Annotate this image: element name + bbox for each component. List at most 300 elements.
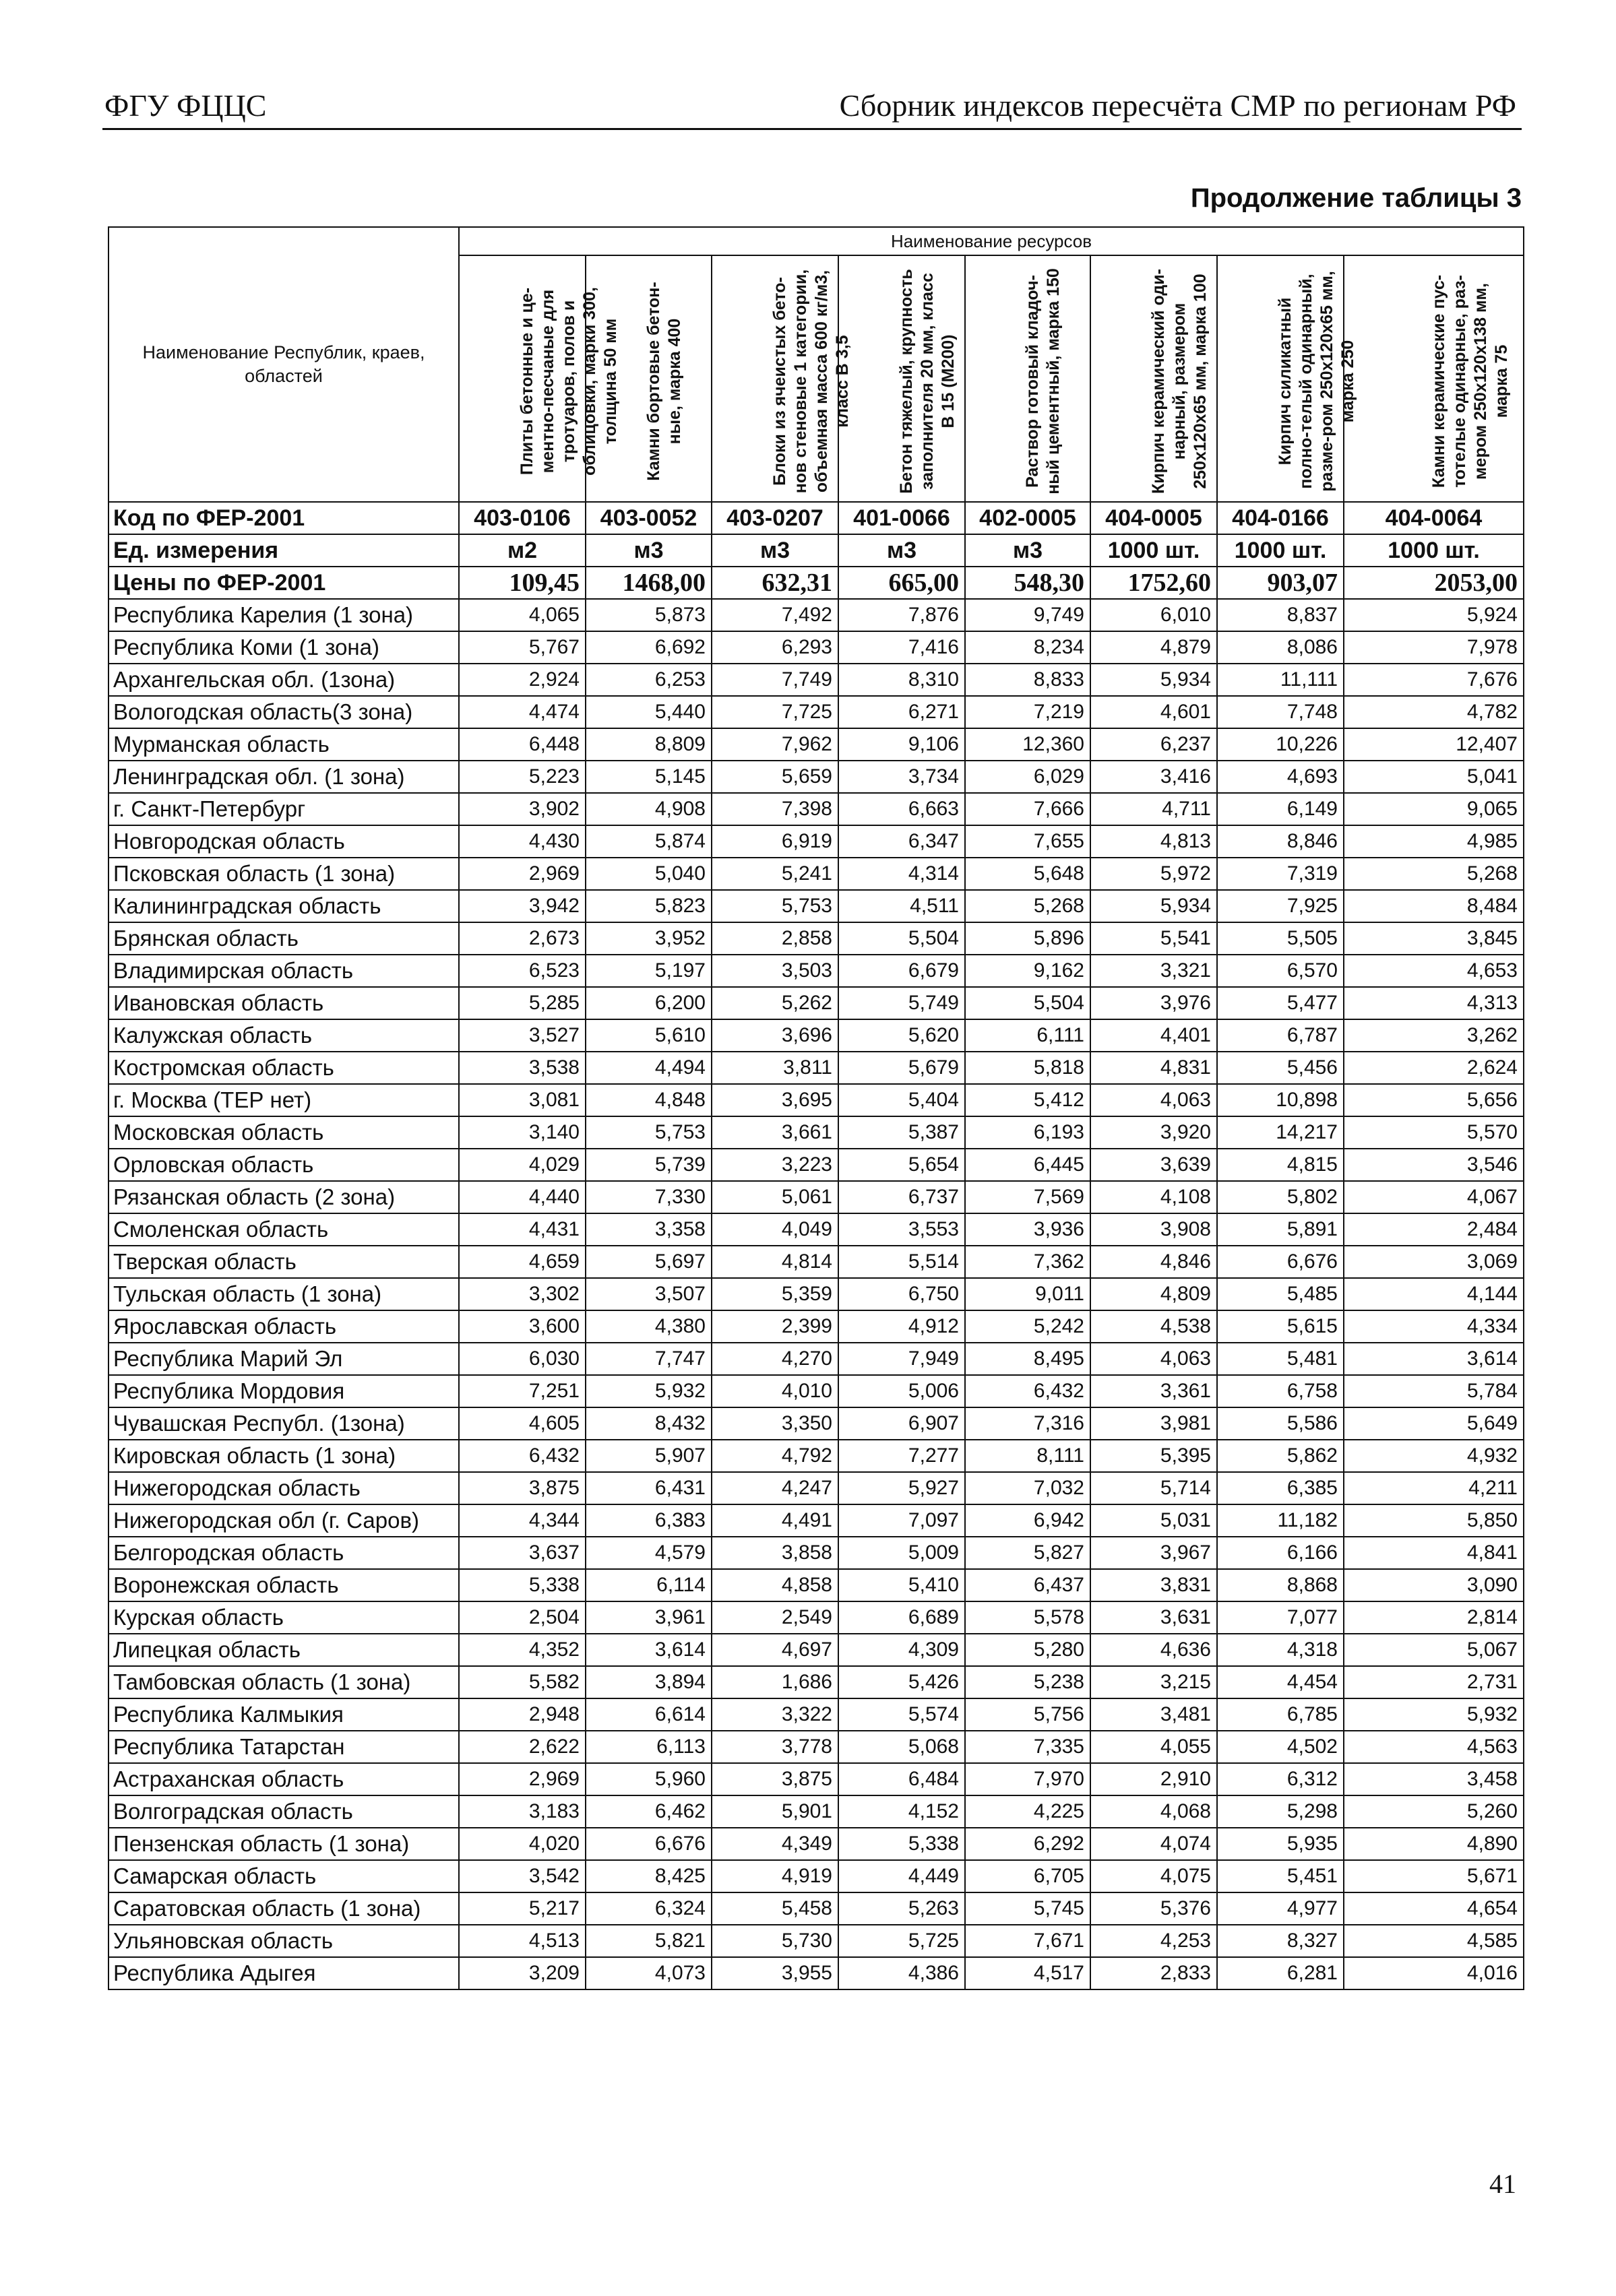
index-value: 4,270	[712, 1343, 838, 1375]
table-row	[108, 1666, 1524, 1698]
index-value: 11,182	[1217, 1504, 1344, 1537]
index-value: 2,814	[1344, 1601, 1524, 1634]
index-value: 7,569	[965, 1181, 1090, 1213]
index-value: 6,432	[459, 1440, 586, 1472]
index-value: 5,280	[965, 1634, 1090, 1666]
table-row	[108, 1181, 1524, 1213]
region-name: Чувашская Республ. (1зона)	[108, 1407, 459, 1440]
index-value: 4,016	[1344, 1957, 1524, 1989]
resource-column-label: Камни бортовые бетон-ные, марка 400	[644, 282, 684, 481]
index-value: 4,074	[1090, 1828, 1217, 1860]
index-value: 3,416	[1090, 761, 1217, 793]
index-value: 3,542	[459, 1860, 586, 1892]
resource-code: 403-0052	[586, 502, 712, 534]
index-value: 5,223	[459, 761, 586, 793]
index-value: 4,344	[459, 1504, 586, 1537]
price-label: Цены по ФЕР-2001	[108, 567, 459, 599]
index-value: 4,152	[838, 1795, 965, 1828]
index-value: 7,077	[1217, 1601, 1344, 1634]
resource-price: 548,30	[965, 567, 1090, 599]
resource-column-label: Бетон тяжелый, крупность заполнителя 20 мм, класс В 15 (М200)	[897, 269, 958, 494]
index-value: 8,111	[965, 1440, 1090, 1472]
index-value: 5,671	[1344, 1860, 1524, 1892]
index-value: 5,907	[586, 1440, 712, 1472]
index-value: 7,676	[1344, 664, 1524, 696]
index-value: 4,517	[965, 1957, 1090, 1989]
region-name: Самарская область	[108, 1860, 459, 1892]
index-value: 5,456	[1217, 1052, 1344, 1084]
index-value: 5,412	[965, 1084, 1090, 1116]
resource-unit: м3	[586, 534, 712, 567]
index-value: 4,474	[459, 696, 586, 728]
index-value: 3,811	[712, 1052, 838, 1084]
index-value: 10,226	[1217, 728, 1344, 761]
index-value: 4,809	[1090, 1278, 1217, 1310]
resource-column-label: Раствор готовый кладоч-ный цементный, марка 150	[1023, 268, 1063, 495]
table-row	[108, 1213, 1524, 1246]
index-value: 9,162	[965, 955, 1090, 987]
index-value: 12,407	[1344, 728, 1524, 761]
index-value: 4,494	[586, 1052, 712, 1084]
index-value: 3,955	[712, 1957, 838, 1989]
index-value: 4,352	[459, 1634, 586, 1666]
index-value: 5,404	[838, 1084, 965, 1116]
table-row	[108, 599, 1524, 631]
index-value: 5,891	[1217, 1213, 1344, 1246]
index-value: 4,502	[1217, 1731, 1344, 1763]
index-value: 6,253	[586, 664, 712, 696]
index-value: 4,349	[712, 1828, 838, 1860]
index-value: 6,281	[1217, 1957, 1344, 1989]
region-column-header: Наименование Республик, краев, областей	[108, 227, 459, 502]
index-value: 5,874	[586, 825, 712, 858]
index-value: 4,711	[1090, 793, 1217, 825]
index-value: 5,862	[1217, 1440, 1344, 1472]
region-name: Смоленская область	[108, 1213, 459, 1246]
index-value: 3,481	[1090, 1698, 1217, 1731]
index-value: 4,601	[1090, 696, 1217, 728]
index-value: 5,426	[838, 1666, 965, 1698]
index-value: 3,209	[459, 1957, 586, 1989]
index-value: 5,823	[586, 890, 712, 922]
index-value: 7,925	[1217, 890, 1344, 922]
index-value: 7,671	[965, 1925, 1090, 1957]
index-value: 4,858	[712, 1569, 838, 1601]
index-value: 4,068	[1090, 1795, 1217, 1828]
index-value: 2,924	[459, 664, 586, 696]
index-value: 3,875	[712, 1763, 838, 1795]
index-value: 8,809	[586, 728, 712, 761]
resource-unit: 1000 шт.	[1344, 534, 1524, 567]
region-name: Калининградская область	[108, 890, 459, 922]
region-name: Тамбовская область (1 зона)	[108, 1666, 459, 1698]
table-row	[108, 793, 1524, 825]
region-name: Рязанская область (2 зона)	[108, 1181, 459, 1213]
index-value: 2,948	[459, 1698, 586, 1731]
index-value: 3,069	[1344, 1246, 1524, 1278]
index-value: 4,919	[712, 1860, 838, 1892]
resource-unit: м3	[838, 534, 965, 567]
index-value: 5,697	[586, 1246, 712, 1278]
index-value: 5,615	[1217, 1310, 1344, 1343]
region-name: Тверская область	[108, 1246, 459, 1278]
index-value: 8,310	[838, 664, 965, 696]
index-value: 7,655	[965, 825, 1090, 858]
index-value: 4,659	[459, 1246, 586, 1278]
index-value: 5,359	[712, 1278, 838, 1310]
index-value: 4,814	[712, 1246, 838, 1278]
index-value: 4,029	[459, 1149, 586, 1181]
index-value: 4,879	[1090, 631, 1217, 664]
index-value: 5,504	[965, 987, 1090, 1019]
index-value: 6,437	[965, 1569, 1090, 1601]
index-value: 5,009	[838, 1537, 965, 1569]
index-value: 5,031	[1090, 1504, 1217, 1537]
index-value: 4,585	[1344, 1925, 1524, 1957]
index-value: 3,538	[459, 1052, 586, 1084]
resource-column-header	[586, 255, 712, 502]
index-value: 5,896	[965, 922, 1090, 955]
index-value: 4,579	[586, 1537, 712, 1569]
region-name: Ленинградская обл. (1 зона)	[108, 761, 459, 793]
index-value: 4,401	[1090, 1019, 1217, 1052]
resource-code: 403-0207	[712, 502, 838, 534]
index-value: 3,458	[1344, 1763, 1524, 1795]
index-value: 3,952	[586, 922, 712, 955]
index-value: 4,848	[586, 1084, 712, 1116]
index-value: 6,010	[1090, 599, 1217, 631]
index-table	[108, 226, 1524, 1990]
resource-column-label: Кирпич керамический оди-нарный, размером 250х120х65 мм, марка 100	[1149, 269, 1210, 494]
region-name: Орловская область	[108, 1149, 459, 1181]
index-value: 5,927	[838, 1472, 965, 1504]
region-name: Владимирская область	[108, 955, 459, 987]
table-row	[108, 1828, 1524, 1860]
index-value: 6,293	[712, 631, 838, 664]
index-value: 6,347	[838, 825, 965, 858]
resource-price: 632,31	[712, 567, 838, 599]
index-value: 4,253	[1090, 1925, 1217, 1957]
index-value: 6,750	[838, 1278, 965, 1310]
index-value: 4,225	[965, 1795, 1090, 1828]
index-value: 6,692	[586, 631, 712, 664]
index-value: 5,376	[1090, 1892, 1217, 1925]
index-value: 5,725	[838, 1925, 965, 1957]
index-value: 6,431	[586, 1472, 712, 1504]
index-value: 6,758	[1217, 1375, 1344, 1407]
index-value: 4,912	[838, 1310, 965, 1343]
resource-column-label: Кирпич силикатный полно-телый одинарный, разме-ром 250х120х65 мм, марка 250	[1276, 271, 1357, 492]
index-value: 5,714	[1090, 1472, 1217, 1504]
index-value: 7,319	[1217, 858, 1344, 890]
index-value: 5,818	[965, 1052, 1090, 1084]
table-row	[108, 1763, 1524, 1795]
index-value: 7,330	[586, 1181, 712, 1213]
index-value: 3,734	[838, 761, 965, 793]
region-name: Саратовская область (1 зона)	[108, 1892, 459, 1925]
index-value: 4,908	[586, 793, 712, 825]
index-value: 5,934	[1090, 664, 1217, 696]
index-value: 2,858	[712, 922, 838, 955]
index-value: 4,511	[838, 890, 965, 922]
index-value: 4,454	[1217, 1666, 1344, 1698]
table-row	[108, 1472, 1524, 1504]
resource-unit: м3	[712, 534, 838, 567]
index-value: 3,908	[1090, 1213, 1217, 1246]
index-value: 7,032	[965, 1472, 1090, 1504]
index-value: 5,648	[965, 858, 1090, 890]
region-name: Республика Марий Эл	[108, 1343, 459, 1375]
index-value: 5,268	[965, 890, 1090, 922]
index-value: 4,318	[1217, 1634, 1344, 1666]
index-value: 3,503	[712, 955, 838, 987]
index-value: 5,827	[965, 1537, 1090, 1569]
index-value: 4,538	[1090, 1310, 1217, 1343]
index-value: 5,730	[712, 1925, 838, 1957]
index-value: 3,639	[1090, 1149, 1217, 1181]
index-value: 7,251	[459, 1375, 586, 1407]
index-value: 7,362	[965, 1246, 1090, 1278]
index-value: 5,932	[1344, 1698, 1524, 1731]
index-value: 3,321	[1090, 955, 1217, 987]
index-value: 5,006	[838, 1375, 965, 1407]
index-value: 6,448	[459, 728, 586, 761]
region-name: г. Москва (ТЕР нет)	[108, 1084, 459, 1116]
table-row	[108, 1537, 1524, 1569]
index-value: 5,514	[838, 1246, 965, 1278]
index-value: 4,890	[1344, 1828, 1524, 1860]
index-value: 5,654	[838, 1149, 965, 1181]
index-value: 8,868	[1217, 1569, 1344, 1601]
index-value: 5,477	[1217, 987, 1344, 1019]
index-value: 1,686	[712, 1666, 838, 1698]
index-value: 5,217	[459, 1892, 586, 1925]
resource-column-header	[1090, 255, 1217, 502]
table-row	[108, 1925, 1524, 1957]
region-name: Вологодская область(3 зона)	[108, 696, 459, 728]
index-value: 4,430	[459, 825, 586, 858]
resource-column-header	[1217, 255, 1357, 502]
index-value: 3,553	[838, 1213, 965, 1246]
index-value: 3,183	[459, 1795, 586, 1828]
index-value: 4,985	[1344, 825, 1524, 858]
table-row	[108, 696, 1524, 728]
index-value: 3,875	[459, 1472, 586, 1504]
index-value: 5,285	[459, 987, 586, 1019]
index-value: 6,312	[1217, 1763, 1344, 1795]
index-value: 5,410	[838, 1569, 965, 1601]
table-row	[108, 1116, 1524, 1149]
index-value: 8,495	[965, 1343, 1090, 1375]
resource-price: 1468,00	[586, 567, 712, 599]
index-value: 3,631	[1090, 1601, 1217, 1634]
index-value: 5,873	[586, 599, 712, 631]
index-value: 14,217	[1217, 1116, 1344, 1149]
table-row	[108, 1601, 1524, 1634]
index-value: 8,833	[965, 664, 1090, 696]
table-row	[108, 1084, 1524, 1116]
index-value: 6,676	[586, 1828, 712, 1860]
index-value: 4,380	[586, 1310, 712, 1343]
resource-column-header	[1344, 255, 1524, 502]
index-value: 7,277	[838, 1440, 965, 1472]
index-value: 4,020	[459, 1828, 586, 1860]
index-value: 5,610	[586, 1019, 712, 1052]
table-row	[108, 1149, 1524, 1181]
index-value: 2,969	[459, 1763, 586, 1795]
index-value: 3,778	[712, 1731, 838, 1763]
table-row	[108, 1310, 1524, 1343]
index-value: 5,924	[1344, 599, 1524, 631]
index-value: 3,302	[459, 1278, 586, 1310]
table-row	[108, 1634, 1524, 1666]
index-value: 3,942	[459, 890, 586, 922]
index-value: 3,981	[1090, 1407, 1217, 1440]
resource-price: 109,45	[459, 567, 586, 599]
index-value: 5,821	[586, 1925, 712, 1957]
index-value: 2,622	[459, 1731, 586, 1763]
index-value: 3,527	[459, 1019, 586, 1052]
index-value: 5,656	[1344, 1084, 1524, 1116]
index-value: 2,673	[459, 922, 586, 955]
index-value: 5,935	[1217, 1828, 1344, 1860]
table-row	[108, 1407, 1524, 1440]
resource-code: 403-0106	[459, 502, 586, 534]
index-value: 5,338	[459, 1569, 586, 1601]
region-name: Ульяновская область	[108, 1925, 459, 1957]
index-value: 5,574	[838, 1698, 965, 1731]
index-value: 4,932	[1344, 1440, 1524, 1472]
index-value: 4,313	[1344, 987, 1524, 1019]
resource-column-header	[965, 255, 1090, 502]
index-value: 8,846	[1217, 825, 1344, 858]
index-value: 12,360	[965, 728, 1090, 761]
index-value: 4,846	[1090, 1246, 1217, 1278]
region-name: Костромская область	[108, 1052, 459, 1084]
index-value: 7,398	[712, 793, 838, 825]
index-value: 5,068	[838, 1731, 965, 1763]
index-value: 6,383	[586, 1504, 712, 1537]
index-value: 5,756	[965, 1698, 1090, 1731]
index-value: 6,676	[1217, 1246, 1344, 1278]
index-value: 4,386	[838, 1957, 965, 1989]
index-value: 3,215	[1090, 1666, 1217, 1698]
index-value: 5,395	[1090, 1440, 1217, 1472]
index-value: 4,654	[1344, 1892, 1524, 1925]
index-value: 2,731	[1344, 1666, 1524, 1698]
table-row	[108, 761, 1524, 793]
region-name: Архангельская обл. (1зона)	[108, 664, 459, 696]
index-value: 6,785	[1217, 1698, 1344, 1731]
index-value: 4,067	[1344, 1181, 1524, 1213]
index-value: 3,358	[586, 1213, 712, 1246]
index-value: 6,029	[965, 761, 1090, 793]
resource-code: 401-0066	[838, 502, 965, 534]
table-row	[108, 955, 1524, 987]
index-value: 4,841	[1344, 1537, 1524, 1569]
index-value: 2,833	[1090, 1957, 1217, 1989]
table-row	[108, 858, 1524, 890]
index-value: 8,086	[1217, 631, 1344, 664]
index-value: 4,431	[459, 1213, 586, 1246]
index-value: 6,432	[965, 1375, 1090, 1407]
region-name: Республика Коми (1 зона)	[108, 631, 459, 664]
index-value: 3,600	[459, 1310, 586, 1343]
index-value: 4,977	[1217, 1892, 1344, 1925]
index-value: 5,620	[838, 1019, 965, 1052]
index-value: 6,292	[965, 1828, 1090, 1860]
index-value: 10,898	[1217, 1084, 1344, 1116]
resource-unit: 1000 шт.	[1217, 534, 1344, 567]
index-value: 5,268	[1344, 858, 1524, 890]
resources-header: Наименование ресурсов	[459, 227, 1524, 255]
index-value: 3,361	[1090, 1375, 1217, 1407]
index-value: 6,737	[838, 1181, 965, 1213]
index-value: 5,481	[1217, 1343, 1344, 1375]
region-name: Курская область	[108, 1601, 459, 1634]
index-value: 5,262	[712, 987, 838, 1019]
index-value: 4,211	[1344, 1472, 1524, 1504]
index-value: 5,659	[712, 761, 838, 793]
index-value: 5,541	[1090, 922, 1217, 955]
table-row	[108, 631, 1524, 664]
index-value: 3,081	[459, 1084, 586, 1116]
index-value: 2,969	[459, 858, 586, 890]
table-row	[108, 1440, 1524, 1472]
index-value: 4,792	[712, 1440, 838, 1472]
table-row	[108, 1504, 1524, 1537]
index-value: 5,260	[1344, 1795, 1524, 1828]
index-value: 5,238	[965, 1666, 1090, 1698]
index-value: 5,298	[1217, 1795, 1344, 1828]
resource-code: 404-0064	[1344, 502, 1524, 534]
index-value: 4,010	[712, 1375, 838, 1407]
index-value: 4,782	[1344, 696, 1524, 728]
index-value: 7,666	[965, 793, 1090, 825]
index-value: 5,934	[1090, 890, 1217, 922]
index-value: 6,679	[838, 955, 965, 987]
table-row	[108, 987, 1524, 1019]
index-value: 4,063	[1090, 1084, 1217, 1116]
index-value: 9,011	[965, 1278, 1090, 1310]
index-value: 4,247	[712, 1472, 838, 1504]
index-value: 5,451	[1217, 1860, 1344, 1892]
index-value: 6,689	[838, 1601, 965, 1634]
table-row	[108, 1698, 1524, 1731]
index-value: 5,570	[1344, 1116, 1524, 1149]
resource-price: 665,00	[838, 567, 965, 599]
index-value: 5,679	[838, 1052, 965, 1084]
index-value: 2,549	[712, 1601, 838, 1634]
index-value: 6,787	[1217, 1019, 1344, 1052]
index-value: 5,504	[838, 922, 965, 955]
table-row	[108, 1019, 1524, 1052]
resource-code: 404-0005	[1090, 502, 1217, 534]
index-value: 4,049	[712, 1213, 838, 1246]
resource-column-header	[712, 255, 852, 502]
region-name: Нижегородская обл (г. Саров)	[108, 1504, 459, 1537]
table-row	[108, 922, 1524, 955]
index-value: 3,322	[712, 1698, 838, 1731]
index-value: 4,513	[459, 1925, 586, 1957]
index-value: 5,061	[712, 1181, 838, 1213]
region-name: Волгоградская область	[108, 1795, 459, 1828]
resource-column-label: Камни керамические пус-тотелые одинарные, раз-мером 250х120х138 мм, марка 75	[1429, 274, 1511, 488]
index-value: 7,492	[712, 599, 838, 631]
code-label: Код по ФЕР-2001	[108, 502, 459, 534]
index-value: 6,111	[965, 1019, 1090, 1052]
table-row	[108, 1795, 1524, 1828]
